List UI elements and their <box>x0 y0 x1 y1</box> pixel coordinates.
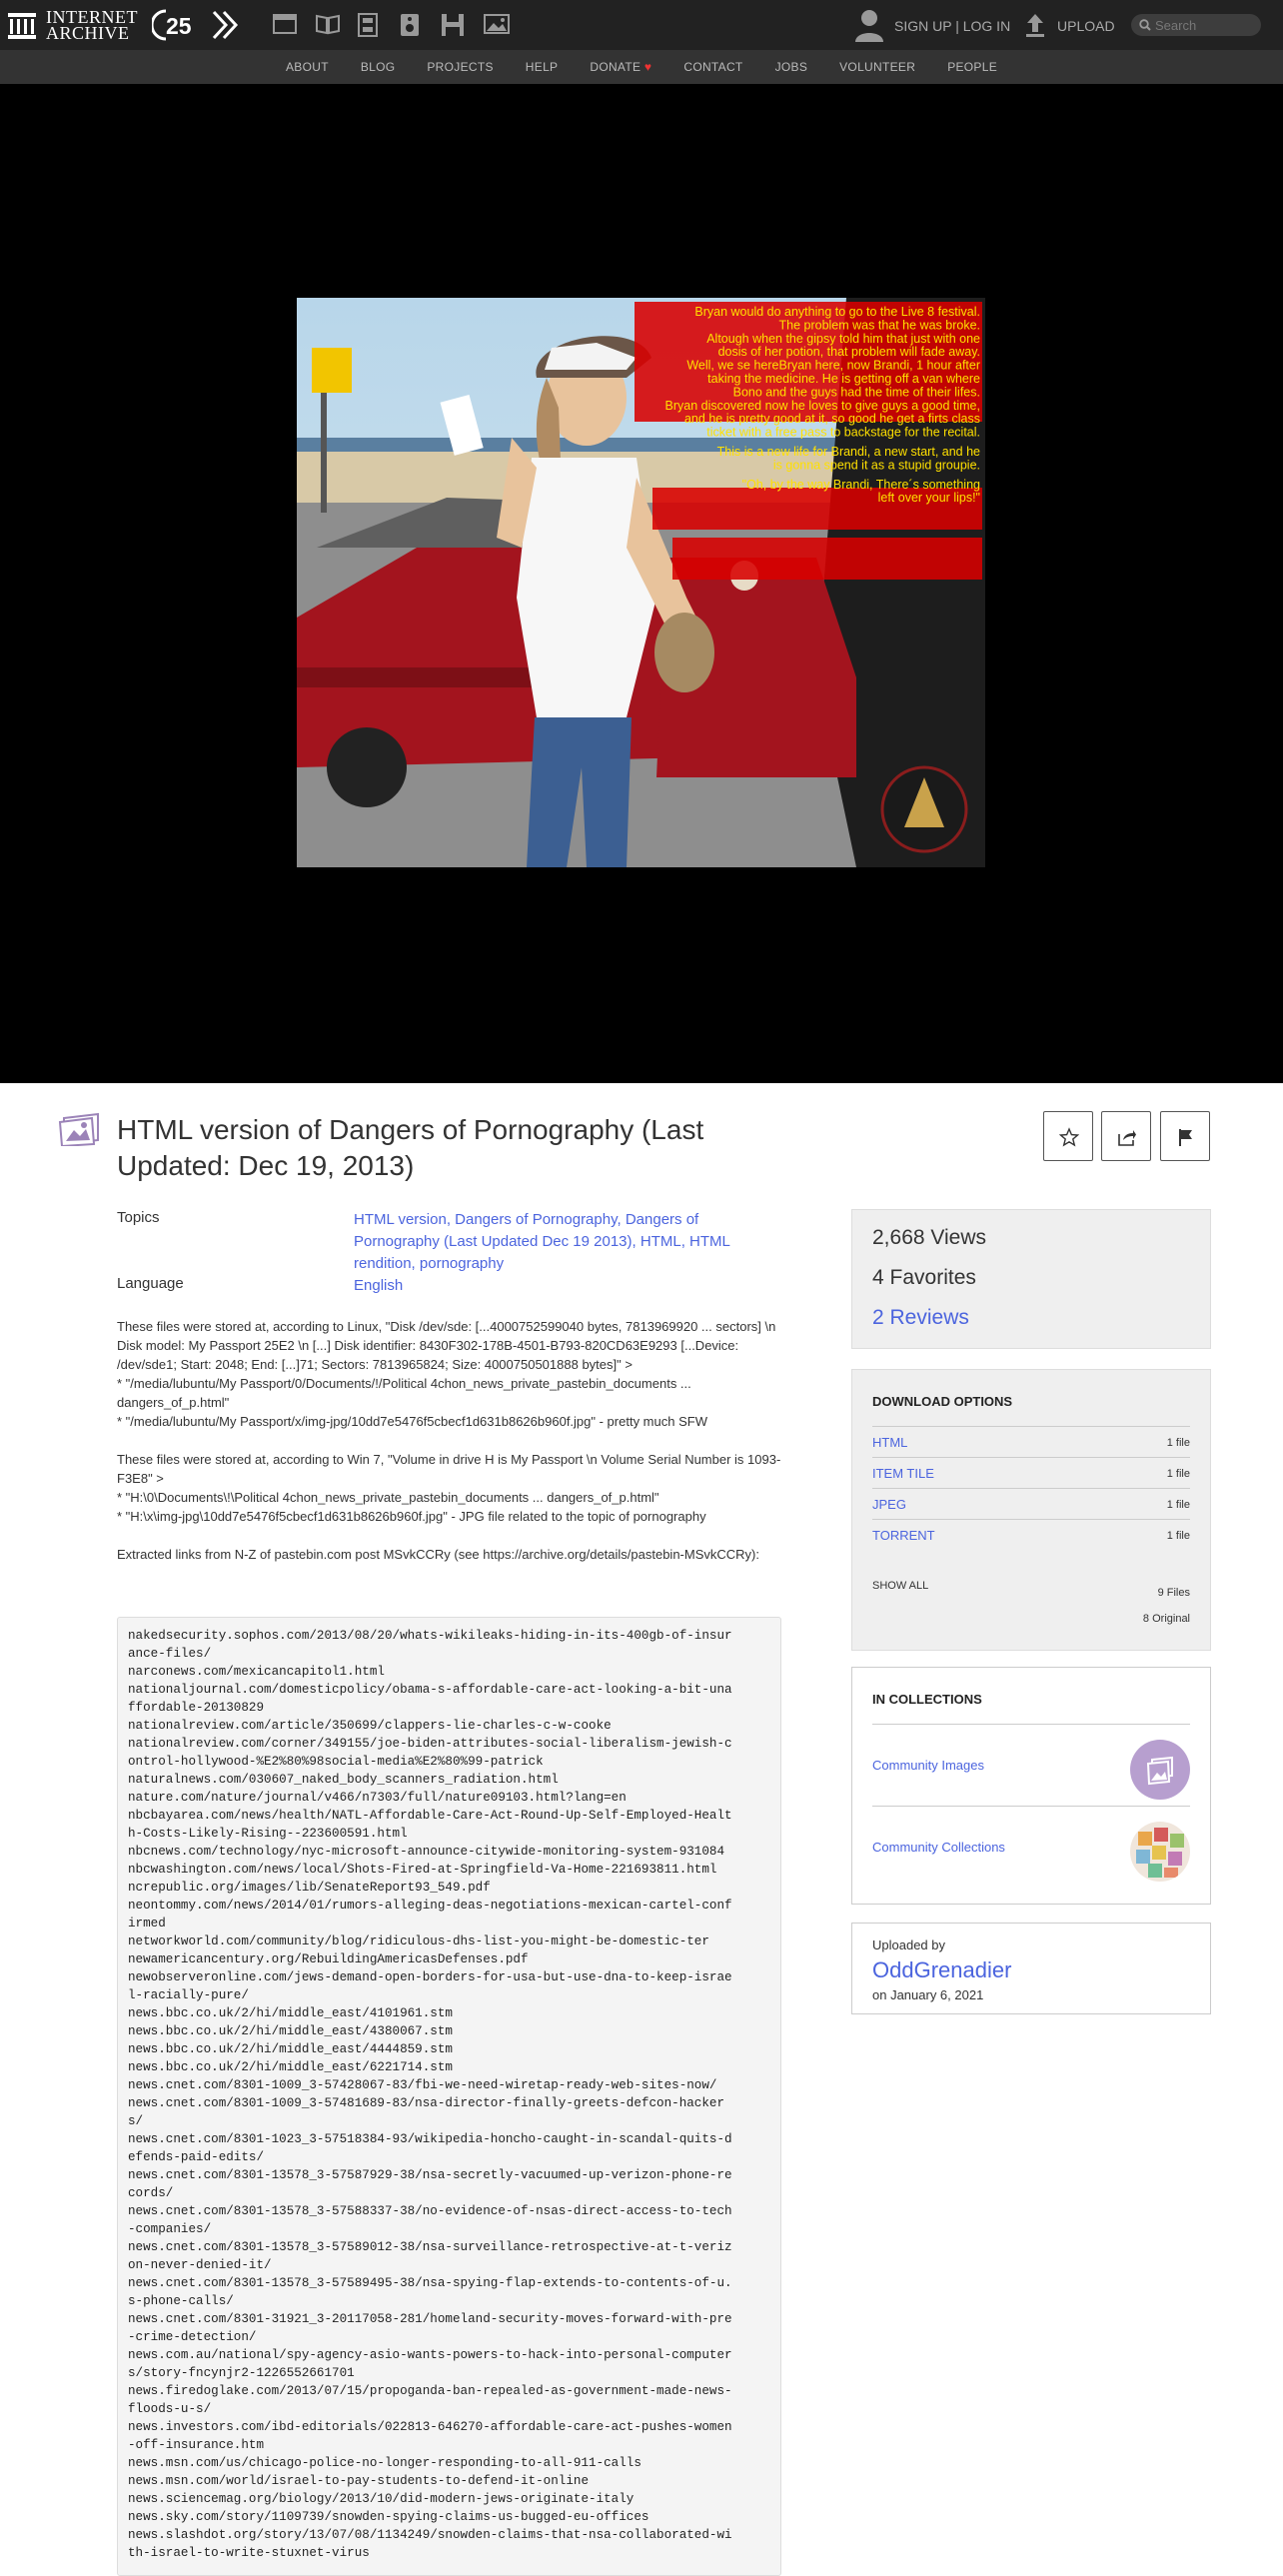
nav-blog[interactable]: BLOG <box>360 60 396 74</box>
download-html-link[interactable]: HTML <box>872 1435 908 1450</box>
download-item-tile-link[interactable]: ITEM TILE <box>872 1466 934 1481</box>
item-metadata <box>117 1209 781 1297</box>
star-icon <box>1059 1127 1079 1147</box>
video-icon[interactable] <box>357 13 379 37</box>
internet-archive-logo[interactable] <box>8 9 146 41</box>
total-files-count: 9 Files <box>1157 1587 1190 1599</box>
caption-line: "Oh, by the way Brandi, There´s something <box>741 477 980 492</box>
flag-button[interactable] <box>1160 1111 1210 1161</box>
caption-line: left over your lips!" <box>877 491 980 506</box>
search-box[interactable] <box>1131 14 1261 36</box>
in-collections <box>851 1667 1211 1905</box>
download-row <box>872 1457 1190 1488</box>
download-jpeg-link[interactable]: JPEG <box>872 1497 906 1512</box>
language-label: Language <box>117 1275 184 1292</box>
topic-link[interactable]: pornography <box>419 1255 505 1272</box>
nav-people[interactable]: PEOPLE <box>947 60 998 74</box>
audio-icon[interactable] <box>400 13 420 37</box>
topic-link[interactable]: Dangers of Pornography <box>455 1211 618 1228</box>
caption-line: taking the medicine. He is getting off a van where <box>707 372 980 386</box>
texts-icon[interactable] <box>316 13 340 35</box>
favorites-count: 4 Favorites <box>872 1266 976 1289</box>
topic-link[interactable]: HTML rendition <box>354 1233 730 1272</box>
download-row <box>872 1426 1190 1457</box>
collection-link[interactable]: Community Images <box>872 1758 984 1773</box>
download-row <box>872 1519 1190 1550</box>
extracted-links-box[interactable] <box>117 1617 781 2576</box>
topic-link[interactable]: Dangers of Pornography (Last Updated Dec 19 2013) <box>354 1211 699 1250</box>
download-options <box>851 1369 1211 1651</box>
description-paragraph: These files were stored at, according to Linux, "Disk /dev/sde: [...4000752599040 bytes, 7813969920 ... sectors] \n Disk model: My Passport 25E2 \n [...] Disk identifier: 8430F302-178B-4501-B793-820CD63E9293 [...Device: /dev/sde1; Start: 2048; End: [...]71; Sectors: 7813965824; Size: 4000750501888 bytes]" > * "/media/lubuntu/My Passport/0/Documents/!/Political 4chon_news_private_pastebin_documents ... dangers_of_p.html" * "/media/lubuntu/My Passport/x/img-jpg/10dd7e5476f5cbecf1d631b8626b960f.jpg" - pretty much SFW <box>117 1319 776 1429</box>
download-torrent-link[interactable]: TORRENT <box>872 1528 935 1543</box>
collection-link[interactable]: Community Collections <box>872 1840 1005 1855</box>
topic-link[interactable]: HTML <box>640 1233 681 1250</box>
image-theater <box>0 84 1283 1083</box>
caption-line: Bryan discovered now he loves to give guys a good time, <box>664 398 980 413</box>
nav-contact[interactable]: CONTACT <box>683 60 743 74</box>
language-row <box>117 1275 781 1297</box>
anniversary-25-logo[interactable] <box>152 8 246 47</box>
search-input[interactable] <box>1155 17 1255 33</box>
description-paragraph: These files were stored at, according to Win 7, "Volume in drive H is My Passport \n Volume Serial Number is 1093-F3E8" > * "H:\0\Documents\!\Political 4chon_news_private_pastebin_documents ... dangers_of_p.html" * "H:\x\img-jpg\10dd7e5476f5cbecf1d631b8626b960f.jpg" - JPG file related to the topic of pornography <box>117 1452 781 1524</box>
page-title: HTML version of Dangers of Pornography (Last Updated: Dec 19, 2013) <box>117 1114 704 1181</box>
community-collections-thumbnail[interactable] <box>1130 1822 1190 1882</box>
nav-donate-label: DONATE <box>590 60 642 74</box>
file-count: 1 file <box>1166 1499 1190 1511</box>
original-files-count: 8 Original <box>1142 1613 1190 1625</box>
download-options-heading: DOWNLOAD OPTIONS <box>872 1394 1013 1409</box>
item-description <box>117 1317 781 1583</box>
topics-label: Topics <box>117 1209 160 1226</box>
nav-volunteer[interactable]: VOLUNTEER <box>839 60 916 74</box>
caption-line: Well, we se hereBryan here, now Brandi, 1 hour after <box>686 358 980 373</box>
search-icon <box>1139 19 1151 31</box>
caption-line: is gonna spend it as a stupid groupie. <box>772 458 980 473</box>
nav-about[interactable]: ABOUT <box>285 60 329 74</box>
image-item-icon <box>58 1112 100 1146</box>
logo-text: INTERNET ARCHIVE <box>46 7 138 43</box>
uploaded-by-label: Uploaded by <box>872 1937 945 1952</box>
file-count: 1 file <box>1166 1468 1190 1480</box>
images-icon[interactable] <box>484 13 510 35</box>
item-stats <box>851 1209 1211 1349</box>
svg-text:25: 25 <box>166 13 192 39</box>
download-row <box>872 1488 1190 1519</box>
description-paragraph: Extracted links from N-Z of pastebin.com post MSvkCCRy (see https://archive.org/details/pastebin-MSvkCCRy): <box>117 1547 759 1562</box>
web-icon[interactable] <box>273 13 297 35</box>
extracted-links-text: nakedsecurity.sophos.com/2013/08/20/whats-wikileaks-hiding-in-its-400gb-of-insur ance-files/ narconews.com/mexicancapitol1.html nationaljournal.com/domesticpolicy/obama-s-affordable-care-act-looking-a-bit-una ffordable-20130829 nationalreview.com/article/350699/clappers-lie-charles-c-w-cooke nationalreview.com/corner/349155/joe-biden-attributes-social-liberalism-jewish-c ontrol-hollywood-%E2%80%98social-media%E2%80%99-patrick naturalnews.com/030607_naked_body_scanners_radiation.html nature.com/nature/journal/v466/n7303/full/nature09103.html?lang=en nbcbayarea.com/news/health/NATL-Affordable-Care-Act-Round-Up-Self-Employed-Healt h-Costs-Likely-Rising--223600591.html nbcnews.com/technology/nyc-microsoft-announce-citywide-monitoring-system-931084 nbcwashington.com/news/local/Shots-Fired-at-Springfield-Va-Home-221693811.html ncrepublic.org/images/lib/SenateReport93_549.pdf neontommy.com/news/2014/01/rumors-alleging-deas-negotiations-mexican-cartel-conf irmed networkworld.com/community/blog/ridiculous-dhs-list-you-might-be-domestic-ter newamericancentury.org/RebuildingAmericasDefenses.pdf newobserveronline.com/jews-demand-open-borders-for-usa-but-use-dna-to-keep-israe l-racially-pure/ news.bbc.co.uk/2/hi/middle_east/4101961.stm news.bbc.co.uk/2/hi/middle_east/4380067.stm news.bbc.co.uk/2/hi/middle_east/4444859.stm news.bbc.co.uk/2/hi/middle_east/6221714.stm news.cnet.com/8301-1009_3-57428067-83/fbi-we-need-wiretap-ready-web-sites-now/ news.cnet.com/8301-1009_3-57481689-83/nsa-director-finally-greets-defcon-hacker s/ news.cnet.com/8301-1023_3-57518384-93/wikipedia-honcho-caught-in-scandal-quits-d efends-paid-edits/ news.cnet.com/8301-13578_3-57587929-38/nsa-secretly-vacuumed-up-verizon-phone-re cords/ news.cnet.com/8301-13578_3-57588337-38/no-evidence-of-nsas-direct-access-to-tech -companies/ news.cnet.com/8301-13578_3-57589012-38/nsa-surveillance-retrospective-at-t-veriz on-never-denied-it/ news.cnet.com/8301-13578_3-57589495-38/nsa-spying-flap-extends-to-contents-of-u. s-phone-calls/ news.cnet.com/8301-31921_3-20117058-281/homeland-security-moves-forward-with-pre -crime-detection/ news.com.au/national/spy-agency-asio-wants-powers-to-hack-into-personal-computer s/story-fncynjr2-1226552661701 news.firedoglake.com/2013/07/15/propoganda-ban-repealed-as-government-made-news- floods-u-s/ news.investors.com/ibd-editorials/022813-646270-affordable-care-act-pushes-women -off-insurance.htm news.msn.com/us/chicago-police-no-longer-responding-to-all-911-calls news.msn.com/world/israel-to-pay-students-to-defend-it-online news.sciencemag.org/biology/2013/10/did-modern-jews-originate-italy news.sky.com/story/1109739/snowden-spying-claims-us-bugged-eu-offices news.slashdot.org/story/13/07/08/1134249/snowden-claims-that-nsa-collaborated-wi th-israel-to-write-stuxnet-virus <box>128 1629 732 2560</box>
upload-icon[interactable] <box>1024 12 1046 38</box>
upload-link[interactable]: UPLOAD <box>1057 18 1115 34</box>
heart-icon: ♥ <box>643 60 652 74</box>
caption-line: Altough when the gipsy told him that just with one <box>706 331 980 346</box>
topics-row: Topics HTML version, Dangers of Pornography, Dangers of Pornography (Last Updated Dec 19 2013), HTML, HTML rendition, pornography <box>117 1209 730 1272</box>
views-count: 2,668 Views <box>872 1226 987 1249</box>
nav-help[interactable]: HELP <box>525 60 559 74</box>
caption-line: This is a new life for Brandi, a new start, and he <box>716 445 980 459</box>
uploader-box <box>851 1923 1211 2014</box>
nav-jobs[interactable]: JOBS <box>774 60 808 74</box>
caption-line: and he is pretty good at it, so good he get a firts class <box>683 412 980 427</box>
software-icon[interactable] <box>441 13 465 37</box>
favorite-button[interactable] <box>1043 1111 1093 1161</box>
upload-date: on January 6, 2021 <box>872 1987 984 2002</box>
caption-line: dosis of her potion, that problem will fade away. <box>717 345 980 360</box>
flag-icon <box>1176 1127 1196 1147</box>
file-count: 1 file <box>1166 1530 1190 1542</box>
caption-line: The problem was that he was broke. <box>778 318 980 333</box>
show-all-link[interactable]: SHOW ALL <box>872 1580 929 1592</box>
language-link[interactable]: English <box>354 1277 404 1294</box>
caption-line: Bono and the guys had the time of their lifes. <box>732 385 980 400</box>
caption-line: ticket with a free pass to backstage for the recital. <box>706 425 980 440</box>
file-count: 1 file <box>1166 1437 1190 1449</box>
nav-bar <box>0 50 1283 84</box>
top-bar <box>0 0 1283 50</box>
uploader-link[interactable]: OddGrenadier <box>872 1957 1012 1982</box>
topic-link[interactable]: HTML version <box>354 1211 447 1228</box>
collection-row[interactable] <box>872 1806 1190 1888</box>
main-image[interactable] <box>297 298 985 867</box>
caption-line: Bryan would do anything to go to the Live 8 festival. <box>694 305 980 319</box>
nav-donate[interactable] <box>574 60 667 74</box>
reviews-link[interactable]: 2 Reviews <box>872 1306 969 1329</box>
collection-row[interactable] <box>872 1724 1190 1806</box>
user-icon[interactable] <box>854 8 884 42</box>
nav-projects[interactable]: PROJECTS <box>427 60 494 74</box>
temple-icon <box>8 13 36 39</box>
community-images-thumbnail[interactable] <box>1130 1740 1190 1800</box>
share-icon <box>1117 1127 1137 1147</box>
collections-heading: IN COLLECTIONS <box>872 1692 982 1707</box>
share-button[interactable] <box>1101 1111 1151 1161</box>
signup-login-link[interactable]: SIGN UP | LOG IN <box>894 18 1011 34</box>
